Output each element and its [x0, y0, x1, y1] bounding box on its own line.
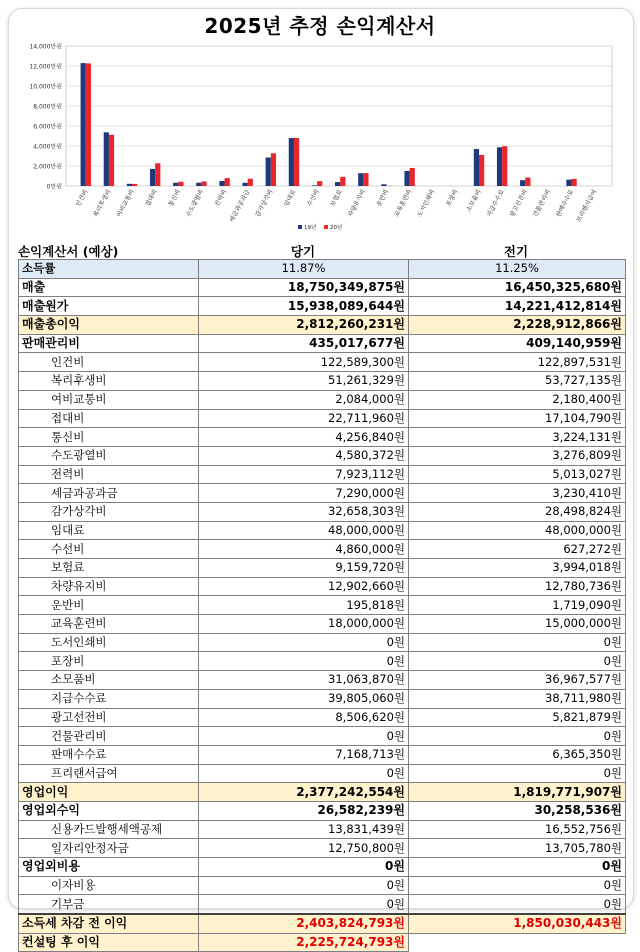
- row-current-value: 0원: [199, 652, 409, 671]
- row-previous-value: 5,821,879원: [409, 708, 626, 727]
- row-current-value: 51,261,329원: [199, 372, 409, 391]
- table-row: [19, 446, 626, 465]
- table-header: [18, 240, 624, 258]
- x-tick-label: 보험료: [328, 188, 343, 208]
- row-label: 소득세 차감 전 이익: [19, 914, 199, 933]
- table-row: [19, 876, 626, 895]
- row-label: 차량유지비: [19, 577, 199, 596]
- bar-20년-광고선전비: [525, 177, 530, 186]
- table-row: [19, 278, 626, 297]
- row-previous-value: 122,897,531원: [409, 353, 626, 372]
- bar-20년-접대비: [155, 163, 160, 186]
- bar-20년-판매수수료: [572, 179, 577, 186]
- row-previous-value: 409,140,959원: [409, 334, 626, 353]
- row-label: 영업외수익: [19, 801, 199, 820]
- row-label: 여비교통비: [19, 390, 199, 409]
- x-tick-label: 수도광열비: [184, 188, 205, 218]
- row-label: 통신비: [19, 428, 199, 447]
- row-current-value: 15,938,089,644원: [199, 297, 409, 316]
- bar-19년-여비교통비: [127, 184, 132, 186]
- y-tick-label: 12,000만원: [29, 63, 62, 71]
- bar-19년-접대비: [150, 169, 155, 186]
- bar-19년-보험료: [335, 182, 340, 186]
- row-previous-value: 627,272원: [409, 540, 626, 559]
- row-current-value: 122,589,300원: [199, 353, 409, 372]
- row-label: 판매수수료: [19, 745, 199, 764]
- row-current-value: 7,168,713원: [199, 745, 409, 764]
- x-tick-label: 차량유지비: [346, 188, 367, 218]
- row-current-value: 0원: [199, 633, 409, 652]
- row-current-value: 0원: [199, 727, 409, 746]
- row-label: 보험료: [19, 559, 199, 578]
- bar-19년-세금과공과금: [242, 183, 247, 186]
- bar-20년-차량유지비: [363, 173, 368, 186]
- row-current-value: 31,063,870원: [199, 671, 409, 690]
- table-row: [19, 260, 626, 279]
- bar-19년-수선비: [312, 185, 317, 186]
- row-label: 매출총이익: [19, 316, 199, 335]
- x-tick-label: 판매수수료: [554, 188, 575, 218]
- bar-19년-전력비: [219, 181, 224, 186]
- row-previous-value: 1,850,030,443원: [409, 914, 626, 933]
- table-row: [19, 933, 626, 952]
- row-previous-value: 0원: [409, 727, 626, 746]
- table-row: [19, 708, 626, 727]
- x-tick-label: 인건비: [74, 188, 89, 208]
- bar-19년-교육훈련비: [404, 171, 409, 186]
- row-current-value: 12,902,660원: [199, 577, 409, 596]
- bar-20년-전력비: [225, 178, 230, 186]
- x-tick-label: 교육훈련비: [392, 188, 413, 218]
- row-current-value: 2,377,242,554원: [199, 783, 409, 802]
- bar-20년-보험료: [340, 177, 345, 186]
- row-current-value: 0원: [199, 858, 409, 877]
- row-previous-value: 0원: [409, 652, 626, 671]
- table-row: [19, 540, 626, 559]
- table-row: [19, 783, 626, 802]
- x-tick-label: 운반비: [375, 188, 390, 208]
- row-label: 포장비: [19, 652, 199, 671]
- table-row: [19, 409, 626, 428]
- row-current-value: 32,658,303원: [199, 502, 409, 521]
- table-row: [19, 353, 626, 372]
- row-label: 컨설팅 후 이익: [19, 933, 199, 952]
- y-tick-label: 4,000만원: [33, 143, 62, 151]
- bar-20년-복리후생비: [109, 135, 114, 186]
- row-current-value: 7,290,000원: [199, 484, 409, 503]
- x-tick-label: 접대비: [143, 188, 158, 208]
- table-row: [19, 596, 626, 615]
- row-label: 세금과공과금: [19, 484, 199, 503]
- bar-20년-세금과공과금: [248, 179, 253, 186]
- row-previous-value: 12,780,736원: [409, 577, 626, 596]
- x-tick-label: 전력비: [213, 188, 228, 208]
- bar-20년-통신비: [178, 182, 183, 186]
- row-current-value: 26,582,239원: [199, 801, 409, 820]
- row-label: 도서인쇄비: [19, 633, 199, 652]
- bar-20년-인건비: [86, 63, 91, 186]
- bar-19년-임대료: [289, 138, 294, 186]
- table-row: [19, 484, 626, 503]
- row-label: 일자리안정자금: [19, 839, 199, 858]
- x-tick-label: 복리후생비: [92, 188, 113, 218]
- row-previous-value: 11.25%: [409, 260, 626, 279]
- table-header-previous: 전기: [408, 242, 624, 260]
- table-row: [19, 502, 626, 521]
- table-row: [19, 689, 626, 708]
- x-tick-label: 포장비: [444, 188, 459, 208]
- table-row: [19, 316, 626, 335]
- row-previous-value: 5,013,027원: [409, 465, 626, 484]
- y-tick-label: 2,000만원: [33, 163, 62, 171]
- bar-chart: [22, 40, 620, 240]
- bar-19년-수도광열비: [196, 183, 201, 186]
- row-label: 감가상각비: [19, 502, 199, 521]
- x-tick-label: 통신비: [167, 188, 182, 208]
- table-row: [19, 521, 626, 540]
- row-current-value: 4,580,372원: [199, 446, 409, 465]
- table-row: [19, 839, 626, 858]
- row-label: 영업외비용: [19, 858, 199, 877]
- row-previous-value: 16,552,756원: [409, 820, 626, 839]
- row-current-value: 2,225,724,793원: [199, 933, 409, 952]
- table-row: [19, 615, 626, 634]
- row-current-value: 435,017,677원: [199, 334, 409, 353]
- x-tick-label: 여비교통비: [115, 188, 136, 218]
- y-tick-label: 8,000만원: [33, 103, 62, 111]
- x-tick-label: 소모품비: [464, 188, 482, 213]
- bar-20년-여비교통비: [132, 184, 137, 186]
- bar-20년-교육훈련비: [410, 168, 415, 186]
- y-tick-label: 6,000만원: [33, 123, 62, 131]
- row-previous-value: 0원: [409, 876, 626, 895]
- row-label: 인건비: [19, 353, 199, 372]
- row-previous-value: 3,994,018원: [409, 559, 626, 578]
- row-previous-value: 36,967,577원: [409, 671, 626, 690]
- table-row: [19, 820, 626, 839]
- row-label: 기부금: [19, 895, 199, 914]
- plot-area: [66, 46, 612, 186]
- row-previous-value: 1,719,090원: [409, 596, 626, 615]
- legend-label: 19년: [304, 223, 316, 231]
- y-tick-label: 0만원: [47, 183, 63, 191]
- table-row: [19, 745, 626, 764]
- bar-20년-임대료: [294, 138, 299, 186]
- bar-19년-지급수수료: [497, 147, 502, 186]
- table-row: [19, 577, 626, 596]
- table-row: [19, 914, 626, 933]
- row-previous-value: 1,819,771,907원: [409, 783, 626, 802]
- bar-19년-운반비: [381, 184, 386, 186]
- row-current-value: 39,805,060원: [199, 689, 409, 708]
- table-row: [19, 895, 626, 914]
- row-label: 수도광열비: [19, 446, 199, 465]
- table-row: [19, 671, 626, 690]
- bar-20년-지급수수료: [502, 146, 507, 186]
- row-previous-value: 53,727,135원: [409, 372, 626, 391]
- page-title: 2025년 추정 손익계산서: [0, 10, 640, 39]
- x-tick-label: 광고선전비: [508, 188, 529, 218]
- x-tick-label: 프리랜서급여: [575, 188, 599, 223]
- row-previous-value: 3,224,131원: [409, 428, 626, 447]
- table-row: [19, 801, 626, 820]
- y-tick-label: 10,000만원: [29, 83, 62, 91]
- row-previous-value: 14,221,412,814원: [409, 297, 626, 316]
- row-previous-value: 48,000,000원: [409, 521, 626, 540]
- row-previous-value: 15,000,000원: [409, 615, 626, 634]
- table-row: [19, 465, 626, 484]
- row-previous-value: 0원: [409, 633, 626, 652]
- bar-20년-수선비: [317, 181, 322, 186]
- row-label: 임대료: [19, 521, 199, 540]
- table-row: [19, 652, 626, 671]
- row-previous-value: 30,258,536원: [409, 801, 626, 820]
- x-tick-label: 임대료: [282, 188, 297, 208]
- row-current-value: 18,000,000원: [199, 615, 409, 634]
- row-current-value: 13,831,439원: [199, 820, 409, 839]
- row-previous-value: 17,104,790원: [409, 409, 626, 428]
- row-previous-value: 2,228,912,866원: [409, 316, 626, 335]
- row-label: 소득률: [19, 260, 199, 279]
- bar-19년-복리후생비: [104, 132, 109, 186]
- row-label: 소모품비: [19, 671, 199, 690]
- row-label: 광고선전비: [19, 708, 199, 727]
- row-label: 매출원가: [19, 297, 199, 316]
- table-row: [19, 559, 626, 578]
- row-current-value: 8,506,620원: [199, 708, 409, 727]
- table-row: [19, 428, 626, 447]
- row-current-value: 22,711,960원: [199, 409, 409, 428]
- row-label: 지급수수료: [19, 689, 199, 708]
- row-current-value: 48,000,000원: [199, 521, 409, 540]
- row-current-value: 12,750,800원: [199, 839, 409, 858]
- row-current-value: 18,750,349,875원: [199, 278, 409, 297]
- y-tick-label: 14,000만원: [29, 43, 62, 51]
- row-current-value: 0원: [199, 895, 409, 914]
- bar-20년-감가상각비: [271, 153, 276, 186]
- row-label: 매출: [19, 278, 199, 297]
- x-tick-label: 건물관리비: [531, 188, 552, 218]
- legend-swatch: [324, 225, 328, 229]
- row-label: 신용카드발행세액공제: [19, 820, 199, 839]
- bar-19년-통신비: [173, 183, 178, 186]
- row-label: 수선비: [19, 540, 199, 559]
- x-tick-label: 세금과공과금: [228, 188, 252, 223]
- bar-19년-광고선전비: [520, 180, 525, 186]
- table-header-current: 당기: [198, 242, 408, 260]
- row-previous-value: 3,276,809원: [409, 446, 626, 465]
- row-previous-value: 0원: [409, 858, 626, 877]
- legend-swatch: [298, 225, 302, 229]
- row-label: 판매관리비: [19, 334, 199, 353]
- table-row: [19, 390, 626, 409]
- row-current-value: 7,923,112원: [199, 465, 409, 484]
- bar-19년-판매수수료: [566, 180, 571, 186]
- table-row: [19, 297, 626, 316]
- row-label: 이자비용: [19, 876, 199, 895]
- table-row: [19, 372, 626, 391]
- row-previous-value: 38,711,980원: [409, 689, 626, 708]
- x-tick-label: 도서인쇄비: [415, 188, 436, 218]
- row-current-value: 0원: [199, 876, 409, 895]
- x-tick-label: 감가상각비: [253, 188, 274, 218]
- legend-label: 20년: [330, 223, 342, 231]
- income-statement-table: [18, 259, 626, 952]
- x-tick-label: 지급수수료: [485, 188, 506, 218]
- row-current-value: 4,256,840원: [199, 428, 409, 447]
- bar-19년-감가상각비: [266, 158, 271, 187]
- row-previous-value: 6,365,350원: [409, 745, 626, 764]
- row-previous-value: 0원: [409, 764, 626, 783]
- row-label: 영업이익: [19, 783, 199, 802]
- row-current-value: 9,159,720원: [199, 559, 409, 578]
- row-current-value: 11.87%: [199, 260, 409, 279]
- row-current-value: 2,084,000원: [199, 390, 409, 409]
- row-previous-value: 3,230,410원: [409, 484, 626, 503]
- row-current-value: 4,860,000원: [199, 540, 409, 559]
- row-label: 프리랜서급여: [19, 764, 199, 783]
- bar-20년-소모품비: [479, 155, 484, 186]
- row-previous-value: 13,705,780원: [409, 839, 626, 858]
- table-row: [19, 334, 626, 353]
- row-previous-value: [409, 933, 626, 952]
- row-previous-value: 0원: [409, 895, 626, 914]
- bar-19년-인건비: [81, 63, 86, 186]
- row-label: 전력비: [19, 465, 199, 484]
- row-current-value: 195,818원: [199, 596, 409, 615]
- bar-19년-소모품비: [474, 149, 479, 186]
- table-header-label: 손익계산서 (예상): [18, 242, 118, 260]
- table-row: [19, 858, 626, 877]
- bar-19년-차량유지비: [358, 173, 363, 186]
- row-current-value: 2,812,260,231원: [199, 316, 409, 335]
- row-previous-value: 28,498,824원: [409, 502, 626, 521]
- bar-20년-수도광열비: [201, 181, 206, 186]
- row-previous-value: 2,180,400원: [409, 390, 626, 409]
- table-row: [19, 727, 626, 746]
- row-label: 운반비: [19, 596, 199, 615]
- row-label: 건물관리비: [19, 727, 199, 746]
- row-current-value: 2,403,824,793원: [199, 914, 409, 933]
- row-label: 복리후생비: [19, 372, 199, 391]
- row-label: 접대비: [19, 409, 199, 428]
- table-row: [19, 764, 626, 783]
- table-row: [19, 633, 626, 652]
- row-label: 교육훈련비: [19, 615, 199, 634]
- row-current-value: 0원: [199, 764, 409, 783]
- x-tick-label: 수선비: [305, 188, 320, 208]
- row-previous-value: 16,450,325,680원: [409, 278, 626, 297]
